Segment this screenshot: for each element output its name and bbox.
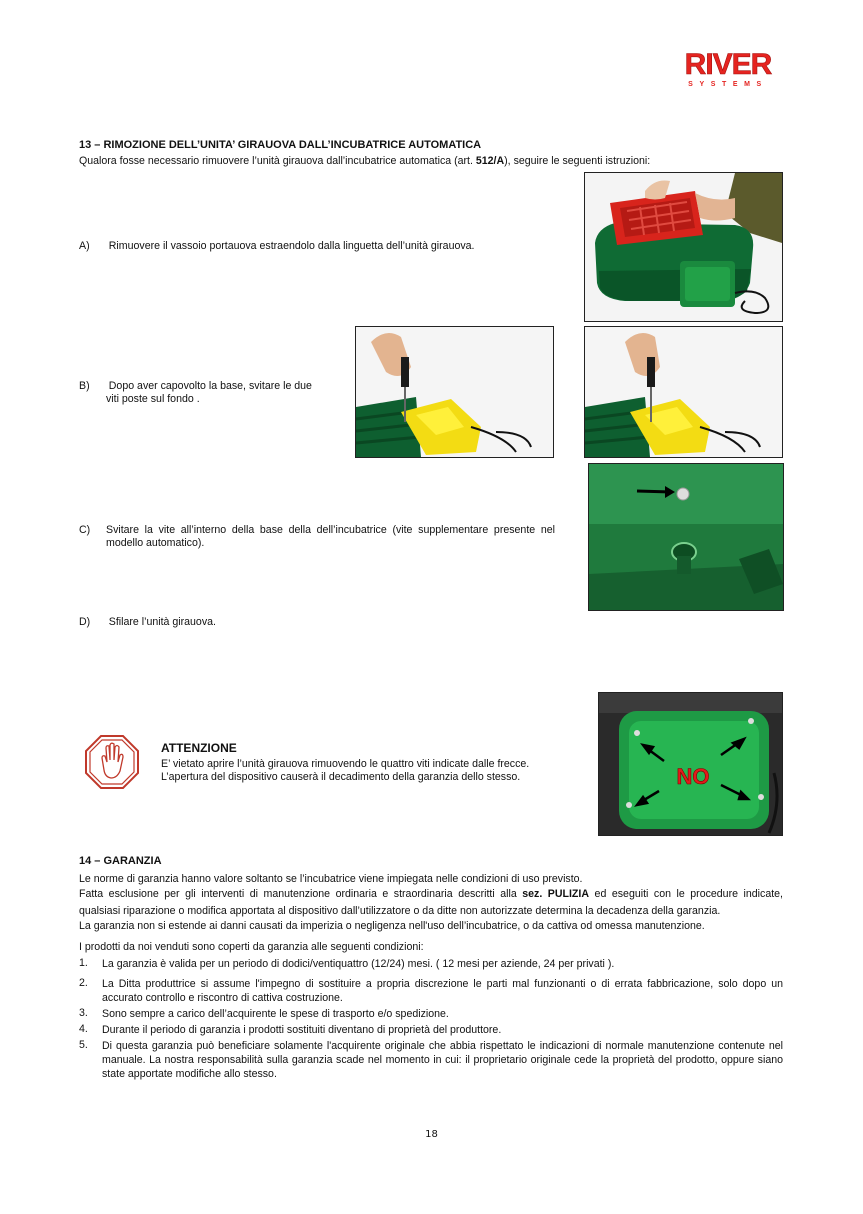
warranty-para-5: I prodotti da noi venduti sono coperti da garanzia alle seguenti condizioni:: [79, 941, 424, 953]
no-label: NO: [676, 764, 710, 789]
list-item: Durante il periodo di garanzia i prodotti sostituiti diventano di proprietà del produttore.: [102, 1024, 502, 1036]
section-13-title: 13 – RIMOZIONE DELL’UNITA’ GIRAUOVA DALL’INCUBATRICE AUTOMATICA: [79, 139, 482, 151]
list-item-number: 3.: [79, 1007, 88, 1019]
river-systems-logo: [683, 50, 773, 92]
intro-text-end: ), seguire le seguenti istruzioni:: [504, 155, 651, 167]
logo-wordmark: RIVER: [684, 48, 772, 81]
page-number: 18: [425, 1129, 438, 1140]
photo-sealed-unit: [598, 692, 783, 836]
warranty-para-2-start: Fatta esclusione per gli interventi di manutenzione ordinaria e straordinaria descritti alla: [79, 888, 523, 900]
list-item: La Ditta produttrice si assume l'impegno di sostituire a propria discrezione le parti mal funzionanti o di errata fabbricazione, solo dopo un accurato controllo e riscontro di cattiva costruzione.: [102, 978, 783, 1004]
photo-tray-removal: [584, 172, 783, 322]
step-a: [79, 240, 475, 253]
step-c-text-1: Svitare la vite all’interno della base della dell’incubatrice (vite supplementare presente nel: [106, 524, 555, 536]
step-c-text-2: modello automatico).: [106, 537, 205, 549]
step-b: [79, 380, 312, 406]
warranty-para-2: [79, 888, 783, 901]
list-item: Di questa garanzia può beneficiare solamente l'acquirente originale che abbia rispettato le indicazioni di normale manutenzione contenute nel manuale. La nostra responsabilità sulla garanzia scade nel momento in cui: il proprietario originale cede la proprietà del prodotto, oppure siano state apportate modifiche allo stesso.: [102, 1040, 783, 1080]
step-b-text-2: viti poste sul fondo .: [106, 393, 200, 405]
photo-unscrew-1: [355, 326, 554, 458]
warranty-para-4: La garanzia non si estende ai danni causati da imperizia o negligenza nell'uso dell’incubatrice, o da cattiva od omessa manutenzione.: [79, 920, 705, 932]
warning-line-1: E’ vietato aprire l’unità girauova rimuovendo le quattro viti indicate dalle frecce.: [161, 758, 530, 770]
warranty-para-2-end: ed eseguiti con le procedure indicate,: [589, 888, 783, 900]
warning-line-2: L’apertura del dispositivo causerà il decadimento della garanzia dello stesso.: [161, 771, 521, 783]
step-b-label: B): [79, 380, 90, 392]
stop-hand-icon: [84, 734, 140, 790]
warranty-conditions-list: [0, 957, 863, 1097]
list-item-number: 5.: [79, 1039, 88, 1051]
logo-tagline: SYSTEMS: [688, 81, 768, 88]
article-code: 512/A: [475, 155, 505, 167]
photo-inner-screw: [588, 463, 784, 611]
step-d-label: D): [79, 616, 91, 628]
step-b-text-1: Dopo aver capovolto la base, svitare le due: [108, 380, 312, 392]
warranty-para-1: Le norme di garanzia hanno valore soltanto se l’incubatrice viene impiegata nelle condizioni di uso previsto.: [79, 873, 583, 885]
warranty-para-3: qualsiasi riparazione o modifica apportata al dispositivo dall’utilizzatore o da ditte non autorizzate determina la decadenza della garanzia.: [79, 905, 721, 917]
section-reference: sez. PULIZIA: [522, 888, 590, 900]
list-item-number: 1.: [79, 957, 88, 969]
step-a-label: A): [79, 240, 90, 252]
step-d-text: Sfilare l’unità girauova.: [108, 616, 216, 628]
step-d: [79, 616, 216, 629]
step-a-text: Rimuovere il vassoio portauova estraendolo dalla linguetta dell’unità girauova.: [108, 240, 475, 252]
list-item: La garanzia è valida per un periodo di dodici/ventiquattro (12/24) mesi. ( 12 mesi per aziende, 24 per privati ).: [102, 958, 615, 970]
intro-text: Qualora fosse necessario rimuovere l’unità girauova dall’incubatrice automatica (art.: [79, 155, 476, 167]
section-13-intro: [79, 155, 650, 168]
warning-title: ATTENZIONE: [161, 741, 237, 755]
step-c-label: C): [79, 524, 91, 536]
list-item: Sono sempre a carico dell’acquirente le spese di trasporto e/o spedizione.: [102, 1008, 449, 1020]
step-c: [79, 524, 555, 550]
section-14-title: 14 – GARANZIA: [79, 855, 162, 867]
list-item-number: 4.: [79, 1023, 88, 1035]
photo-unscrew-2: [584, 326, 783, 458]
list-item-number: 2.: [79, 977, 88, 989]
